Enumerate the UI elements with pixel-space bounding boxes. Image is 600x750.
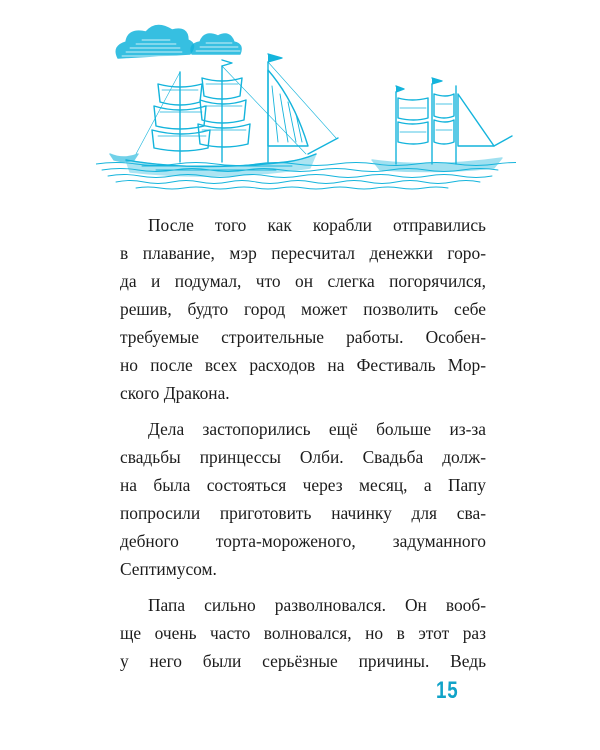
cloud-left-icon	[116, 25, 193, 58]
text-line: Дела застопорились ещё больше из-за	[148, 419, 486, 439]
large-ship-icon	[110, 54, 338, 176]
schooner-ship-icon	[372, 78, 512, 172]
text-line: После того как корабли отправились	[148, 215, 486, 235]
text-line: решив, будто город может позволить себе	[120, 299, 486, 319]
cloud-right-icon	[191, 34, 241, 54]
paragraph-3	[120, 591, 486, 675]
text-line: ского Дракона.	[120, 383, 230, 403]
text-line: требуемые строительные работы. Особен-	[120, 327, 486, 347]
text-line: в плавание, мэр пересчитал денежки горо-	[120, 243, 486, 263]
text-line: ще очень часто волновался, но в этот раз	[120, 623, 486, 643]
text-line: попросили приготовить начинку для сва-	[120, 503, 486, 523]
paragraph-1	[120, 211, 486, 407]
text-line: но после всех расходов на Фестиваль Мор-	[120, 355, 486, 375]
text-line: на была состояться через месяц, а Папу	[120, 475, 486, 495]
page-number: 15	[436, 677, 459, 704]
text-line: у него были серьёзные причины. Ведь	[120, 651, 486, 671]
paragraph-2	[120, 415, 486, 583]
text-line: да и подумал, что он слегка погорячился,	[120, 271, 486, 291]
body-text	[120, 211, 486, 683]
ships-illustration	[96, 14, 516, 192]
text-line: Папа сильно разволновался. Он вооб-	[148, 595, 486, 615]
text-line: Септимусом.	[120, 559, 217, 579]
text-line: дебного торта-мороженого, задуманного	[120, 531, 486, 551]
text-line: свадьбы принцессы Олби. Свадьба долж-	[120, 447, 486, 467]
